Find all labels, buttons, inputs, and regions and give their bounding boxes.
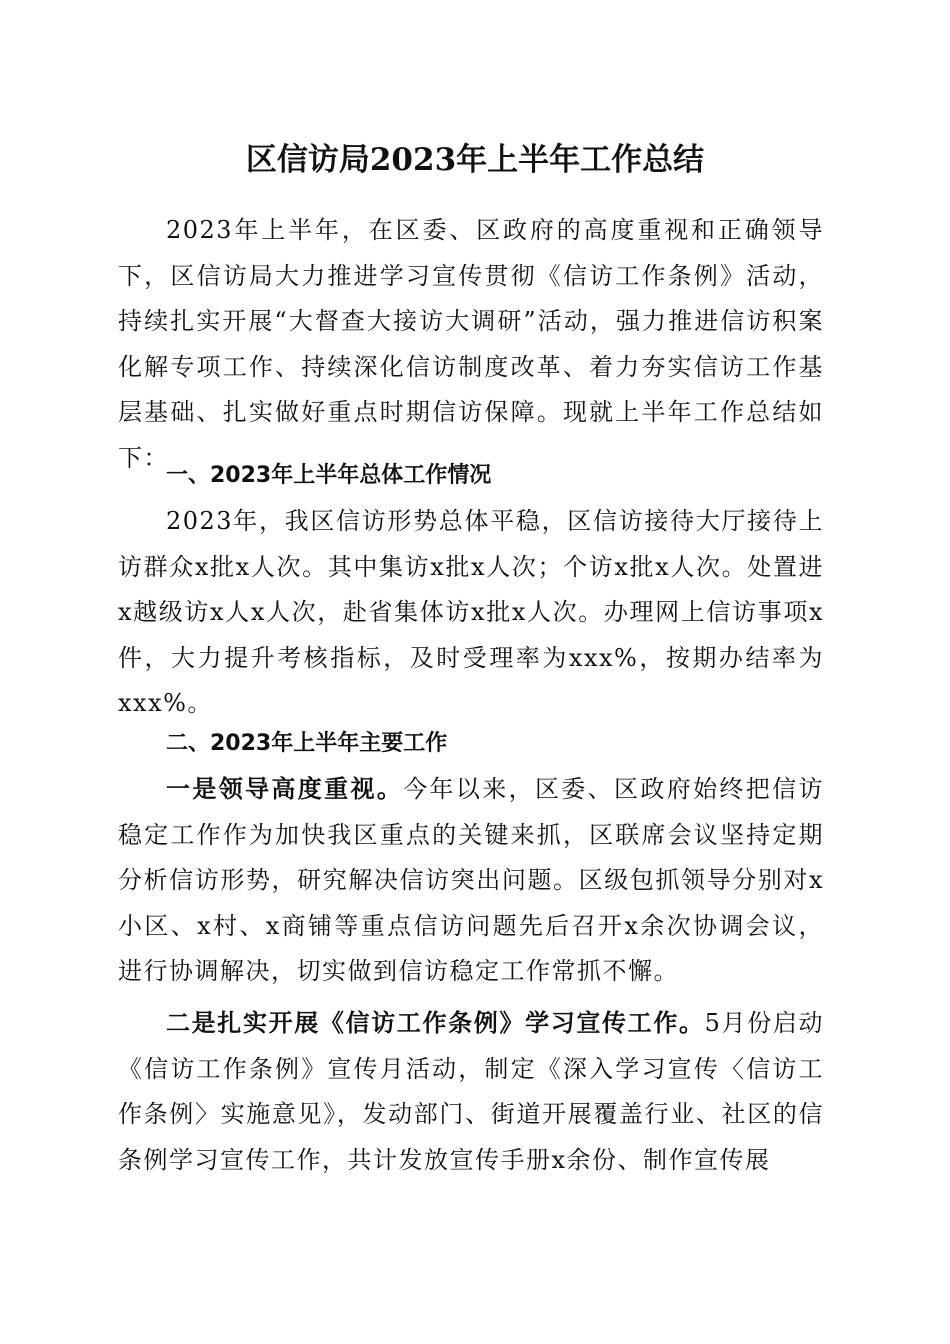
section-1-paragraph: 2023年，我区信访形势总体平稳，区信访接待大厅接待上访群众x批x人次。其中集访x批x人次；个访x批x人次。处置进x越级访x人x人次，赴省集体访x批x人次。办理网上信访事项x件，大力提升考核指标，及时受理率为xxx%，按期办结率为xxx%。 — [118, 507, 824, 717]
section-2-heading: 二、2023年上半年主要工作 — [166, 731, 448, 756]
item-2-lead: 二是扎实开展《信访工作条例》学习宣传工作。 — [166, 1008, 705, 1037]
document-title: 区信访局2023年上半年工作总结 — [245, 142, 705, 178]
intro-paragraph: 2023年上半年，在区委、区政府的高度重视和正确领导下，区信访局大力推进学习宣传贯彻《信访工作条例》活动，持续扎实开展“大督查大接访大调研”活动，强力推进信访积案化解专项工作、持续深化信访制度改革、着力夯实信访工作基层基础、扎实做好重点时期信访保障。现就上半年工作总结如下： — [118, 216, 824, 472]
item-1-text: 今年以来，区委、区政府始终把信访稳定工作作为加快我区重点的关键来抓，区联席会议坚持定期分析信访形势，研究解决信访突出问题。区级包抓领导分别对x小区、x村、x商铺等重点信访问题先后召开x余次协调会议，进行协调解决，切实做到信访稳定工作常抓不懈。 — [118, 775, 824, 985]
item-2-text: 5月份启动《信访工作条例》宣传月活动，制定《深入学习宣传〈信访工作条例〉实施意见》，发动部门、街道开展覆盖行业、社区的信条例学习宣传工作，共计发放宣传手册x余份、制作宣传展 — [118, 1009, 824, 1174]
item-2-paragraph — [118, 1000, 824, 1183]
item-1-paragraph — [118, 766, 824, 995]
section-1-heading: 一、2023年上半年总体工作情况 — [166, 463, 492, 488]
item-1-lead: 一是领导高度重视。 — [166, 774, 404, 803]
